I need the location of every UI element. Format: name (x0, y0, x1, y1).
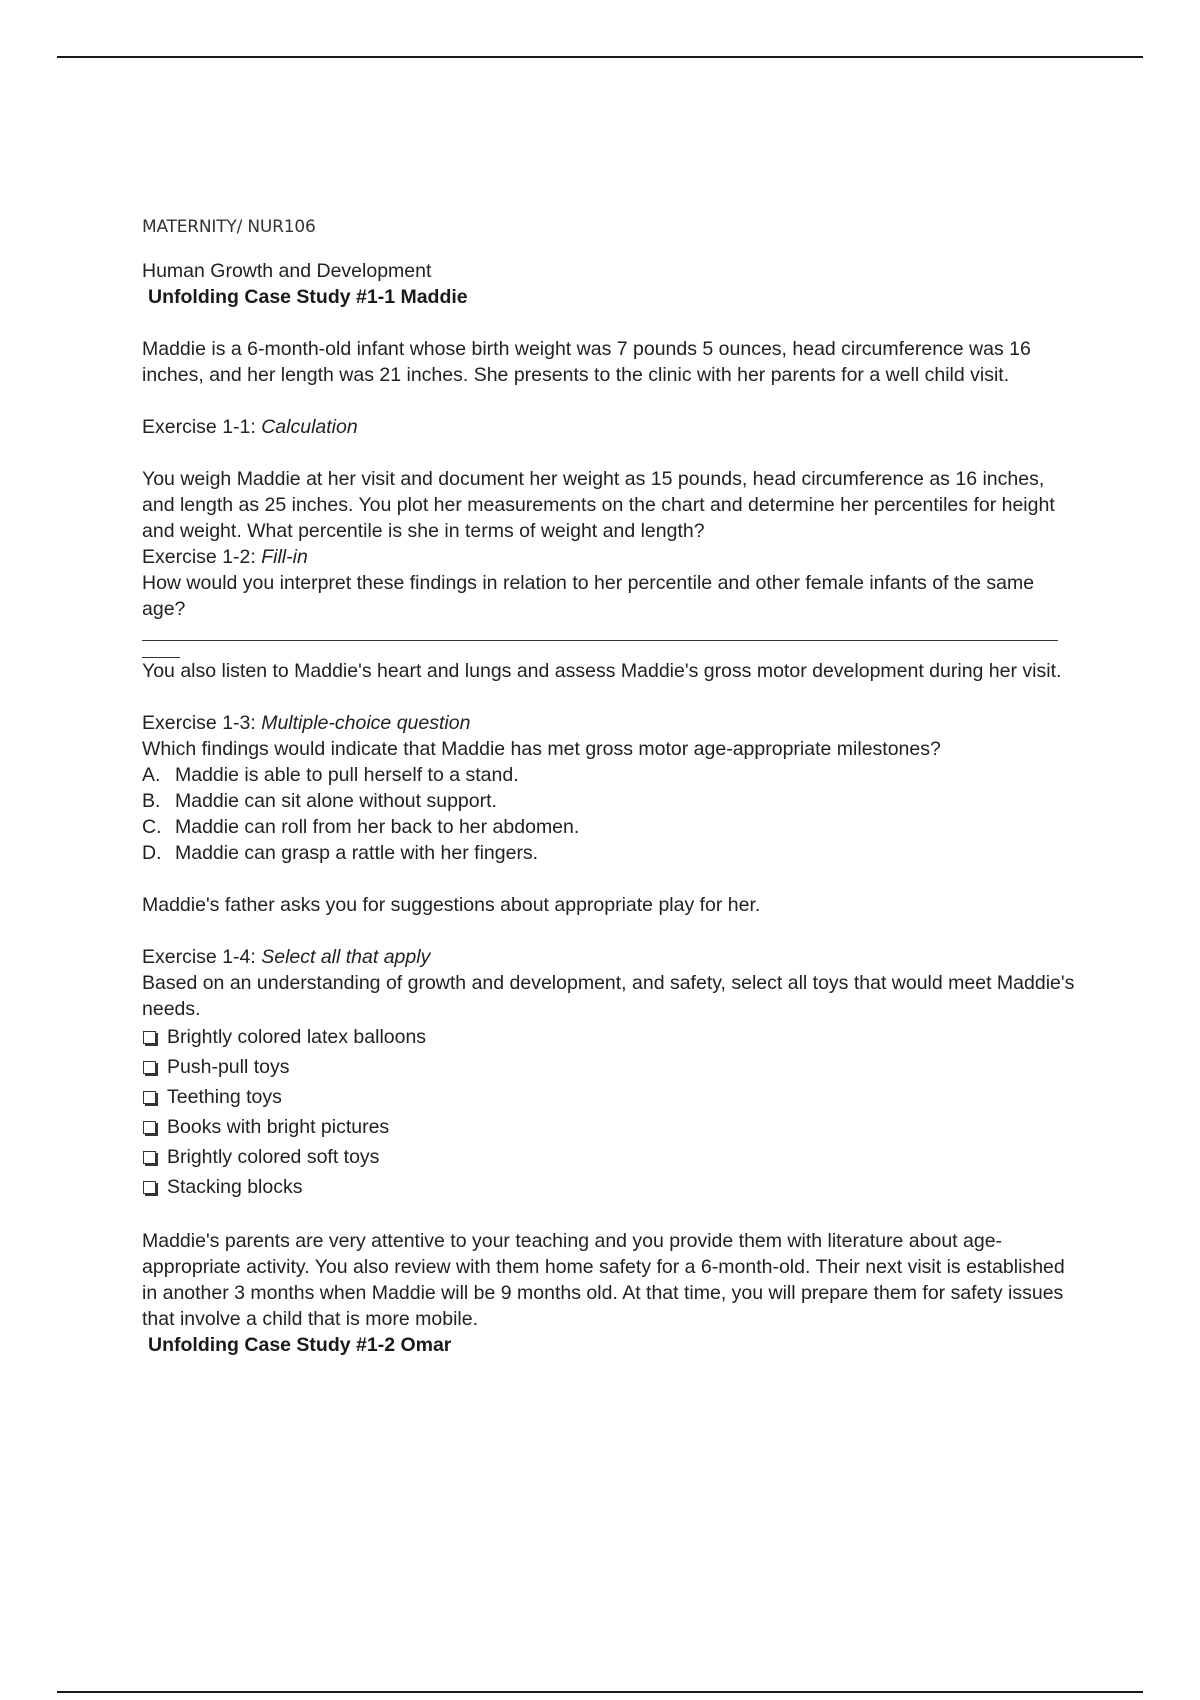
checkbox-icon[interactable] (143, 1031, 156, 1044)
option-c (142, 814, 1082, 840)
checklist-label: Brightly colored soft toys (167, 1146, 380, 1168)
exercise-1-4-question: Based on an understanding of growth and development, and safety, select all toys that would meet Maddie's needs. (142, 972, 1075, 1020)
option-text: Maddie can roll from her back to her abdomen. (175, 816, 580, 838)
checklist-label: Brightly colored latex balloons (167, 1026, 427, 1048)
checklist-item[interactable] (142, 1142, 1082, 1172)
checklist-item[interactable] (142, 1112, 1082, 1142)
option-d (142, 840, 1082, 866)
exercise-type: Multiple-choice question (261, 712, 471, 734)
option-letter: D. (142, 842, 162, 864)
topic-title: Human Growth and Development (142, 260, 432, 282)
exercise-label: Exercise 1-1: (142, 416, 262, 438)
transition-play-suggestions: Maddie's father asks you for suggestions about appropriate play for her. (142, 894, 761, 916)
exercise-type: Calculation (261, 416, 358, 438)
checkbox-icon[interactable] (143, 1151, 156, 1164)
option-text: Maddie can sit alone without support. (175, 790, 497, 812)
exercise-label: Exercise 1-3: (142, 712, 262, 734)
option-letter: B. (142, 790, 161, 812)
option-a (142, 762, 1082, 788)
closing-paragraph: Maddie's parents are very attentive to your teaching and you provide them with literature about age-appropriate activity. You also review with them home safety for a 6-month-old. Their next visit is established in another 3 months when Maddie will be 9 months old. At that time, you will prepare them for safety issues that involve a child that is more mobile. (142, 1230, 1065, 1330)
checkbox-icon[interactable] (143, 1181, 156, 1194)
exercise-label: Exercise 1-4: (142, 946, 262, 968)
transition-heart-lungs: You also listen to Maddie's heart and lungs and assess Maddie's gross motor development during her visit. (142, 660, 1062, 682)
answer-blank-tail (142, 641, 180, 658)
exercise-label: Exercise 1-2: (142, 546, 262, 568)
bottom-rule (57, 1691, 1143, 1693)
checkbox-icon[interactable] (143, 1061, 156, 1074)
exercise-1-4-heading (142, 944, 1082, 970)
option-text: Maddie can grasp a rattle with her fingers. (175, 842, 539, 864)
exercise-1-1-question: You weigh Maddie at her visit and document her weight as 15 pounds, head circumference as 16 inches, and length as 25 inches. You plot her measurements on the chart and determine her percentiles for height and weight. What percentile is she in terms of weight and length? (142, 468, 1055, 542)
exercise-1-2-question: How would you interpret these findings in relation to her percentile and other female infants of the same age? (142, 572, 1035, 620)
checklist-item[interactable] (142, 1172, 1082, 1202)
checklist-label: Push-pull toys (167, 1056, 290, 1078)
answer-options (142, 762, 1082, 866)
checklist-label: Teething toys (167, 1086, 282, 1108)
exercise-1-3-question: Which findings would indicate that Maddie has met gross motor age-appropriate milestones? (142, 738, 941, 760)
option-letter: C. (142, 816, 162, 838)
top-rule (57, 56, 1143, 58)
answer-blank-line (142, 626, 1058, 641)
checklist-label: Books with bright pictures (167, 1116, 390, 1138)
checklist-item[interactable] (142, 1052, 1082, 1082)
option-text: Maddie is able to pull herself to a stand. (175, 764, 519, 786)
exercise-type: Select all that apply (261, 946, 431, 968)
checklist-item[interactable] (142, 1022, 1082, 1052)
exercise-1-2-heading (142, 544, 1082, 570)
case-study-1-title: Unfolding Case Study #1-1 Maddie (148, 286, 468, 308)
checkbox-icon[interactable] (143, 1121, 156, 1134)
checkbox-icon[interactable] (143, 1091, 156, 1104)
case-study-2-title: Unfolding Case Study #1-2 Omar (148, 1334, 452, 1356)
document-page (142, 214, 1082, 1358)
checklist-label: Stacking blocks (167, 1176, 303, 1198)
course-label: MATERNITY/ NUR106 (142, 217, 316, 237)
exercise-type: Fill-in (261, 546, 308, 568)
toy-checklist (142, 1022, 1082, 1202)
exercise-1-1-heading (142, 414, 1082, 440)
option-letter: A. (142, 764, 161, 786)
option-b (142, 788, 1082, 814)
checklist-item[interactable] (142, 1082, 1082, 1112)
exercise-1-3-heading (142, 710, 1082, 736)
intro-paragraph: Maddie is a 6-month-old infant whose birth weight was 7 pounds 5 ounces, head circumference was 16 inches, and her length was 21 inches. She presents to the clinic with her parents for a well child visit. (142, 338, 1031, 386)
